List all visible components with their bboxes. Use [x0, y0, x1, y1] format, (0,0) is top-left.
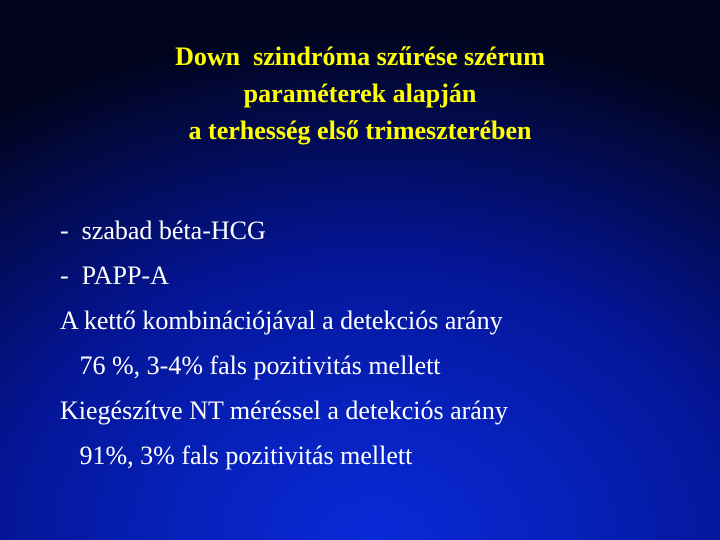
nt-detection-line: Kiegészítve NT méréssel a detekciós arány — [60, 396, 508, 425]
bullet-papp-a: - PAPP-A — [60, 261, 169, 290]
slide-body — [60, 208, 710, 478]
title-line-3: a terhesség első trimeszterében — [188, 116, 532, 145]
title-line-2: paraméterek alapján — [243, 79, 477, 108]
slide-title — [0, 38, 720, 149]
nt-rate-line: 91%, 3% fals pozitivitás mellett — [60, 441, 413, 470]
combination-detection-line: A kettő kombinációjával a detekciós arány — [60, 306, 503, 335]
bullet-free-beta-hcg: - szabad béta-HCG — [60, 216, 266, 245]
combination-rate-line: 76 %, 3-4% fals pozitivitás mellett — [60, 351, 441, 380]
title-line-1: Down szindróma szűrése szérum — [175, 42, 545, 71]
